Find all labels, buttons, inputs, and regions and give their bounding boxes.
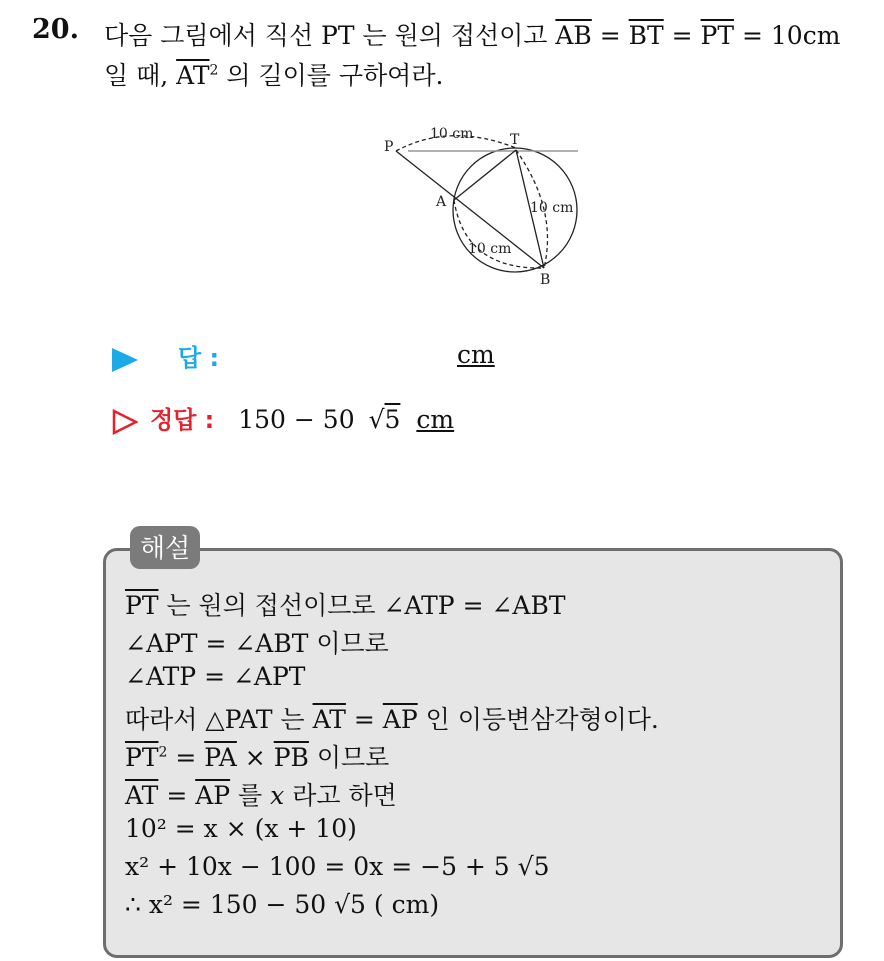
equals-2: = (663, 21, 701, 50)
correct-answer-value: 150 − 50 (238, 405, 355, 434)
correct-answer-label: 정답 : (149, 406, 215, 434)
sol-seg-pa: $\overline{PA}$ (204, 743, 237, 772)
question-text-2b: 의 길이를 구하여라. (218, 61, 444, 90)
sol-text-6b: 를 (230, 781, 271, 810)
segment-pt: $\overline{PT}$ (700, 21, 735, 50)
question-text-1a: 다음 그림에서 직선 PT 는 원의 접선이고 (104, 21, 556, 50)
solution-line-7: 10² = x × (x + 10) (125, 814, 357, 843)
sqrt-symbol: √ (368, 405, 385, 434)
solution-line-6 (125, 776, 397, 812)
sol-seg-pt: $\overline{PT}$ (125, 591, 159, 620)
solution-line-9: ∴ x² = 150 − 50 √5 ( cm) (125, 890, 440, 919)
radicand: 5 (384, 405, 401, 434)
question-text-1b: = 10cm (734, 21, 841, 50)
correct-answer-unit: cm (416, 405, 455, 434)
solution-line-5 (125, 738, 389, 774)
sol-eq-4: = (345, 705, 383, 734)
sol-var-x: x (270, 781, 285, 810)
sol-seg-at-6: $\overline{AT}$ (125, 781, 159, 810)
superscript-2: 2 (209, 62, 219, 79)
equals-1: = (591, 21, 629, 50)
solution-tag: 해설 (130, 526, 200, 569)
sol-sup-5: 2 (158, 744, 168, 761)
solution-line-8: x² + 10x − 100 = 0x = −5 + 5 √5 (125, 852, 550, 881)
sol-text-4a: 따라서 △PAT 는 (125, 705, 313, 734)
sol-seg-at: $\overline{AT}$ (312, 705, 346, 734)
sol-text-1: 는 원의 접선이므로 ∠ATP = ∠ABT (158, 591, 566, 620)
sol-eq-6: = (158, 781, 196, 810)
segment-bt: $\overline{BT}$ (628, 21, 664, 50)
answer-unit: cm (457, 340, 495, 369)
sol-seg-ap-6: $\overline{AP}$ (195, 781, 231, 810)
question-text-2a: 일 때, (104, 61, 177, 90)
question-line-1 (104, 16, 840, 52)
solution-line-1 (125, 586, 566, 622)
correct-answer-row (112, 400, 454, 435)
label-p: P (384, 139, 394, 155)
label-a: A (436, 194, 447, 210)
segment-at: $\overline{AT}$ (176, 61, 210, 90)
question-number: 20. (32, 14, 79, 45)
play-icon (112, 348, 138, 372)
label-len-ab: 10 cm (468, 241, 512, 257)
sol-seg-pt2: $\overline{PT}$ (125, 743, 159, 772)
sol-eq-5: = (167, 743, 205, 772)
label-len-pt: 10 cm (430, 126, 474, 142)
label-len-tb: 10 cm (530, 200, 574, 216)
answer-row (112, 338, 495, 373)
label-b: B (540, 272, 551, 288)
sol-seg-pb: $\overline{PB}$ (273, 743, 309, 772)
outline-play-icon (112, 409, 138, 435)
solution-line-2: ∠APT = ∠ABT 이므로 (125, 629, 389, 658)
solution-line-3: ∠ATP = ∠APT (125, 662, 306, 691)
question-line-2 (104, 56, 443, 92)
segment-ab: $\overline{AB}$ (555, 21, 592, 50)
sol-text-4b: 인 이등변삼각형이다. (417, 705, 659, 734)
label-t: T (510, 132, 520, 148)
sol-times-5: × (236, 743, 274, 772)
sol-text-6c: 라고 하면 (284, 781, 397, 810)
sol-seg-ap: $\overline{AP}$ (382, 705, 418, 734)
answer-label: 답 : (177, 344, 220, 372)
geometry-figure (380, 120, 590, 295)
solution-line-4 (125, 700, 659, 736)
sol-text-5b: 이므로 (308, 743, 390, 772)
